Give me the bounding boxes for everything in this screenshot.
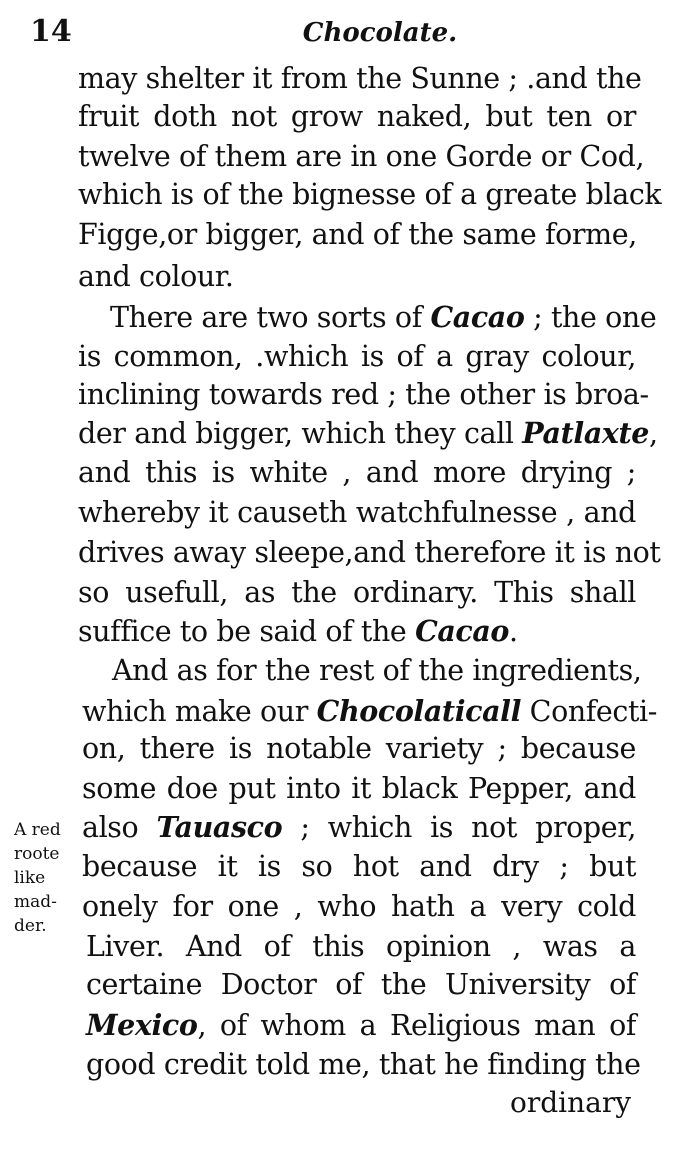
margin-note-line: der.: [14, 916, 47, 936]
text-run: .: [509, 615, 518, 648]
running-title: Chocolate.: [302, 18, 458, 48]
catchword: ordinary: [510, 1086, 632, 1119]
text-run: Confecti-: [521, 695, 657, 728]
text-line: Liver. And of this opinion , was a: [86, 930, 636, 963]
text-run: There are two sorts of: [110, 301, 431, 334]
margin-note-line: roote: [14, 844, 60, 864]
text-line: and colour.: [78, 260, 234, 293]
text-line: [78, 612, 518, 651]
text-line: is common, .which is of a gray colour,: [78, 340, 636, 373]
italic-term: Mexico: [86, 1008, 198, 1042]
text-run: , of whom a Religious man of: [197, 1009, 636, 1042]
margin-note-line: mad-: [14, 892, 57, 912]
text-run: which make our: [82, 695, 317, 728]
text-run: also: [82, 811, 157, 844]
text-run: suffice to be said of the: [78, 615, 416, 648]
text-run: der and bigger, which they call: [78, 417, 523, 450]
text-line: so usefull, as the ordinary. This shall: [78, 576, 636, 609]
margin-note-line: A red: [14, 820, 61, 840]
text-line: good credit told me, that he finding the: [86, 1048, 641, 1081]
text-line: drives away sleepe,and therefore it is not: [78, 536, 661, 569]
text-line: inclining towards red ; the other is broa-: [78, 378, 649, 411]
text-line: and this is white , and more drying ;: [78, 456, 636, 489]
text-line: whereby it causeth watchfulnesse , and: [78, 496, 636, 529]
text-line: may shelter it from the Sunne ; .and the: [78, 62, 642, 95]
text-run: ; which is not proper,: [282, 811, 636, 844]
italic-term: Patlaxte: [522, 416, 649, 450]
italic-term: Tauasco: [156, 810, 283, 844]
text-line: [110, 298, 657, 337]
text-line: And as for the rest of the ingredients,: [112, 654, 642, 687]
page-number: 14: [30, 14, 72, 49]
text-line: [82, 692, 657, 731]
text-line: some doe put into it black Pepper, and: [82, 772, 636, 805]
text-line: because it is so hot and dry ; but: [82, 850, 636, 883]
italic-term: Chocolaticall: [316, 694, 521, 728]
text-line: on, there is notable variety ; because: [82, 732, 636, 765]
text-line: which is of the bignesse of a greate black: [78, 178, 662, 211]
italic-term: Cacao: [430, 300, 525, 334]
text-line: [78, 414, 658, 453]
text-run: ,: [648, 417, 658, 450]
text-line: Figge,or bigger, and of the same forme,: [78, 218, 637, 251]
text-line: fruit doth not grow naked, but ten or: [78, 100, 636, 133]
margin-note: [14, 818, 61, 938]
italic-term: Cacao: [415, 614, 510, 648]
text-line: [86, 1006, 636, 1045]
margin-note-line: like: [14, 868, 46, 888]
text-run: ; the one: [524, 301, 657, 334]
text-line: certaine Doctor of the University of: [86, 968, 636, 1001]
text-line: twelve of them are in one Gorde or Cod,: [78, 140, 645, 173]
text-line: [82, 808, 636, 847]
text-line: onely for one , who hath a very cold: [82, 890, 636, 923]
